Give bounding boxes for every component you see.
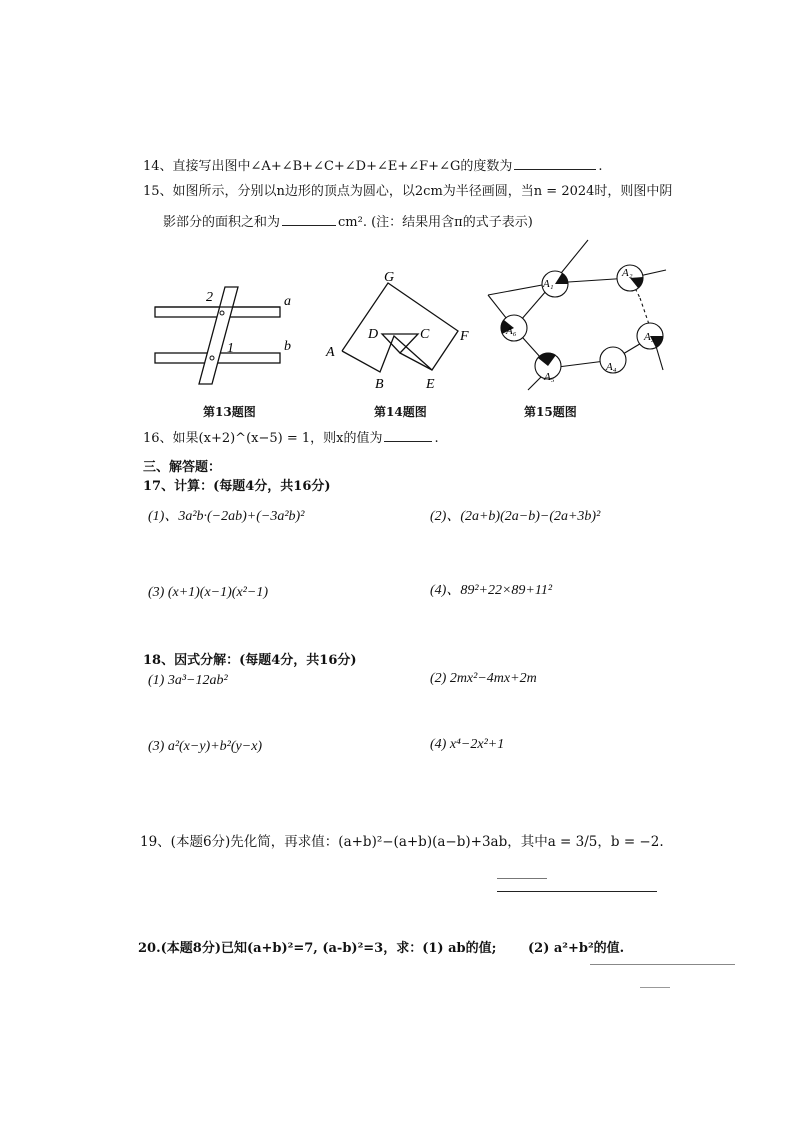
figure-14-outline [342,283,458,372]
transversal-strip [199,287,238,384]
label-E: E [426,377,435,392]
label-A6: A₆ [506,325,517,337]
q17-title: 17、计算：(每题4分，共16分) [143,479,331,494]
q18-part3: (3) a²(x−y)+b²(y−x) [148,739,263,754]
q15-line2: 影部分的面积之和为 cm². (注：结果用含π的式子表示) [163,215,533,230]
label-G: G [384,270,395,285]
caption-15: 第15题图 [524,405,577,419]
q18-part1: (1) 3a³−12ab² [148,673,228,688]
q16-answer-blank[interactable] [384,441,432,442]
q20-part2: (2) a²+b²的值. [528,941,625,956]
label-A1: A₁ [543,278,554,290]
q18-part2: (2) 2mx²−4mx+2m [430,671,537,686]
q15-answer-blank[interactable] [282,225,336,226]
q17-part3: (3) (x+1)(x−1)(x²−1) [148,585,268,600]
answer-line [497,891,657,892]
q18-title: 18、因式分解：(每题4分，共16分) [143,653,357,668]
label-A2: A₂ [622,267,633,279]
scan-mark [497,878,547,879]
q15-line1: 15、如图所示，分别以n边形的顶点为圆心，以2cm为半径画圆，当n = 2024时，则图中阴 [143,184,673,199]
figure-13 [150,282,300,392]
q19-text: 19、(本题6分)先化简，再求值：(a+b)²−(a+b)(a−b)+3ab，其中a = 3/5，b = −2. [140,834,664,850]
q17-part4: (4)、89²+22×89+11² [430,583,553,598]
q16-text: 16、如果(x+2)^(x−5) = 1，则x的值为 . [143,431,439,446]
scan-mark-2 [590,964,735,965]
label-A5: A₅ [544,371,555,383]
figure-14 [320,268,470,393]
label-B: B [375,377,384,392]
label-A4: A₄ [606,361,617,373]
q14-answer-blank[interactable] [514,169,596,170]
q20-text: 20.(本题8分)已知(a+b)²=7, (a-b)²=3，求：(1) ab的值; [138,941,497,956]
label-F: F [460,329,469,344]
label-A: A [326,345,335,360]
q14-text: 14、直接写出图中∠A+∠B+∠C+∠D+∠E+∠F+∠G的度数为 . [143,159,603,174]
label-angle-2: 2 [206,290,213,305]
q17-part2: (2)、(2a+b)(2a−b)−(2a+3b)² [430,509,601,524]
label-A3: A₃ [644,331,655,343]
figure-15 [488,240,668,390]
q18-part4: (4) x⁴−2x²+1 [430,737,505,752]
q17-part1: (1)、3a²b·(−2ab)+(−3a²b)² [148,509,305,524]
label-D: D [368,327,379,342]
section-3-heading: 三、解答题： [143,460,222,475]
caption-13: 第13题图 [203,405,256,419]
label-C: C [420,327,430,342]
caption-14: 第14题图 [374,405,427,419]
scan-mark-3 [640,987,670,988]
label-b: b [284,339,291,354]
label-angle-1: 1 [227,341,234,356]
triangle-dce [382,334,418,353]
label-a: a [284,294,291,309]
